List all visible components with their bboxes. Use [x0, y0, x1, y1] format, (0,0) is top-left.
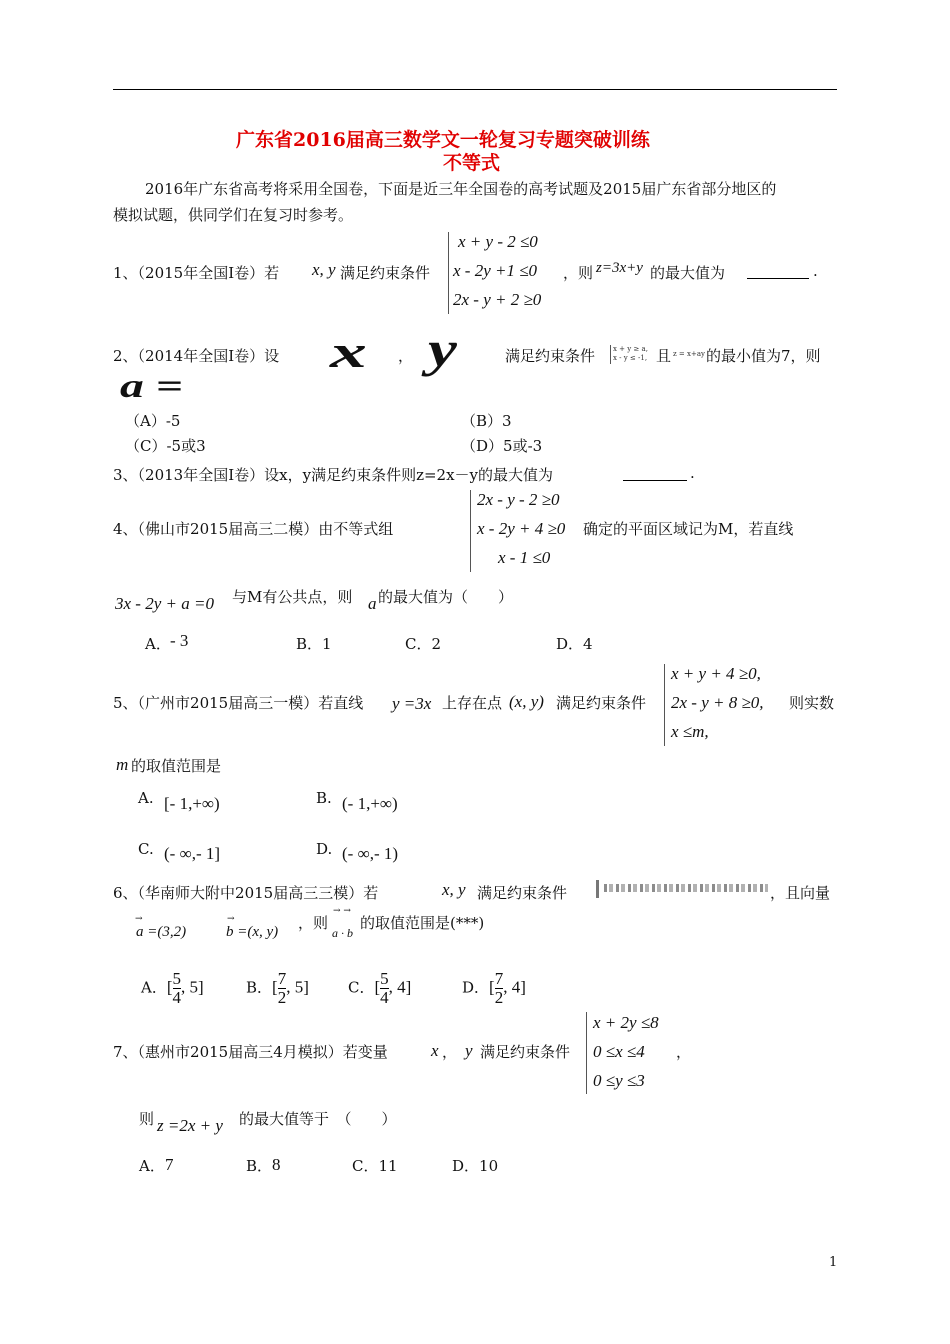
q1-suffix-1: ，则 [563, 264, 594, 282]
q6-tail: ，且向量 [770, 884, 831, 902]
q5-cond-1: x + y + 4 ≥0, [671, 664, 761, 683]
q5-cond-2: 2x - y + 8 ≥0, [671, 693, 764, 712]
q7-then: 则 [139, 1110, 155, 1128]
q4-cond-3: x - 1 ≤0 [498, 548, 551, 567]
q2-qie: 且 [656, 347, 672, 365]
q2-comma: ， [398, 347, 414, 365]
q5-option-a-label: A. [138, 789, 154, 807]
q6-option-d-tail: , 4] [503, 977, 526, 997]
q2-prefix: 2、（2014年全国Ⅰ卷）设 [113, 347, 280, 365]
q7-y: y [465, 1041, 473, 1060]
q1-end: . [813, 262, 818, 280]
q6-option-a [141, 970, 204, 1007]
q5-point: (x, y) [509, 692, 544, 711]
q5-mid-2: 满足约束条件 [556, 694, 647, 712]
q5-option-b-label: B. [316, 789, 332, 807]
q6-brace [596, 880, 599, 898]
q6-vec-b-arrow: → [227, 914, 235, 924]
q4-option-b: B．1 [296, 635, 332, 653]
q7-option-b-value: 8 [272, 1155, 281, 1174]
q2-brace [610, 345, 611, 364]
q7-mid: 满足约束条件 [480, 1043, 571, 1061]
q2-tail: 的最小值为7，则 [706, 347, 821, 365]
q6-option-b [246, 970, 309, 1007]
q6-option-c [348, 970, 411, 1007]
q2-option-b: （B）3 [461, 412, 512, 430]
page-subtitle: 不等式 [443, 152, 501, 174]
q3-end: . [690, 464, 695, 482]
q4-line: 3x - 2y + a =0 [115, 594, 214, 613]
q5-line-2: 的取值范围是 [131, 757, 222, 775]
q6-option-a-label: A． [141, 978, 167, 997]
q2-option-a: （A）-5 [125, 412, 181, 430]
q3-text: 3、（2013年全国Ⅰ卷）设x，y满足约束条件则z=2x－y的最大值为 [113, 466, 554, 484]
q7-cond-3: 0 ≤y ≤3 [593, 1071, 645, 1090]
q1-cond-1: x + y - 2 ≤0 [458, 232, 538, 251]
q6-option-b-tail: , 5] [286, 977, 309, 997]
q6-option-a-fraction [173, 970, 182, 1007]
q1-answer-blank [747, 262, 809, 279]
intro-line-2: 模拟试题，供同学们在复习时参考。 [113, 206, 354, 224]
q7-option-a-value: 7 [165, 1155, 174, 1174]
q1-brace [448, 232, 449, 314]
q6-range: 的取值范围是(***) [360, 914, 485, 932]
q5-m: m [116, 755, 129, 774]
q6-option-d [462, 970, 526, 1007]
q2-cond-small-2: x - y ≤ -1, [613, 354, 648, 362]
q5-cond-3: x ≤m, [671, 722, 709, 741]
q1-vars: x, y [312, 260, 336, 279]
q7-option-a-label: A． [139, 1157, 165, 1175]
q6-option-b-bracket: [ [272, 977, 278, 997]
q6-option-a-denominator: 4 [172, 988, 182, 1007]
q3-answer-blank [623, 464, 687, 481]
q6-vec-a-arrow: → [135, 914, 143, 924]
q1-cond-2: x - 2y +1 ≤0 [453, 261, 538, 280]
q4-option-a-value: - 3 [170, 631, 189, 650]
q5-prefix: 5、（广州市2015届高三一模）若直线 [113, 694, 364, 712]
q1-mid: 满足约束条件 [340, 264, 431, 282]
q2-objective-small: z = x+ay [673, 350, 705, 358]
q7-option-d: D．10 [452, 1157, 499, 1175]
q6-option-a-bracket: [ [166, 977, 173, 997]
q5-brace [664, 664, 665, 746]
q7-comma: ， [442, 1043, 458, 1061]
q2-option-d: （D）5或-3 [461, 437, 543, 455]
q5-option-d-value: (- ∞,- 1) [342, 844, 399, 863]
q5-option-c-label: C. [138, 840, 154, 858]
q6-mid: 满足约束条件 [477, 884, 568, 902]
q4-option-d: D．4 [556, 635, 593, 653]
q6-vector-a: a =(3,2) [136, 924, 187, 940]
q6-option-d-fraction [495, 970, 504, 1007]
q6-option-c-label: C． [348, 978, 375, 997]
q7-trail: ， [676, 1043, 692, 1061]
q1-objective: z=3x+y [596, 260, 643, 276]
q6-option-d-denominator: 2 [494, 988, 504, 1007]
intro-line-1: 2016年广东省高考将采用全国卷，下面是近三年全国卷的高考试题及2015届广东省部分地区的 [145, 180, 777, 198]
q6-option-a-tail: , 5] [181, 977, 204, 997]
q6-option-c-bracket: [ [374, 977, 381, 997]
q4-prefix: 4、（佛山市2015届高三二模）由不等式组 [113, 520, 394, 538]
q6-option-b-fraction [278, 970, 287, 1007]
q2-cond-small-1: x + y ≥ a, [613, 345, 648, 353]
q5-option-b-value: (- 1,+∞) [342, 794, 398, 813]
q2-a-equals: a = [120, 368, 183, 405]
q4-tail: 的最大值为（ ） [378, 588, 514, 606]
q7-objective: z =2x + y [157, 1116, 223, 1135]
q6-vector-b: b =(x, y) [226, 924, 279, 940]
q4-cond-1: 2x - y - 2 ≥0 [477, 490, 560, 509]
q6-option-b-numerator: 7 [277, 969, 287, 988]
page-number: 1 [829, 1255, 838, 1270]
q7-x: x [431, 1041, 439, 1060]
q6-vars: x, y [442, 880, 466, 899]
q6-option-c-numerator: 5 [380, 969, 389, 988]
q6-option-a-numerator: 5 [172, 969, 182, 988]
q6-option-b-label: B． [246, 978, 273, 997]
q7-tail: 的最大值等于 （ ） [239, 1110, 397, 1128]
q6-option-c-denominator: 4 [380, 988, 389, 1007]
q1-prefix: 1、（2015年全国Ⅰ卷）若 [113, 264, 280, 282]
q6-option-c-tail: , 4] [388, 977, 412, 997]
q5-option-c-value: (- ∞,- 1] [164, 844, 221, 863]
q4-cond-2: x - 2y + 4 ≥0 [477, 519, 566, 538]
q6-dot-product: a · b [332, 926, 353, 940]
q1-cond-3: 2x - y + 2 ≥0 [453, 290, 542, 309]
q4-mid: 与M有公共点，则 [232, 588, 353, 606]
q5-mid: 上存在点 [442, 694, 503, 712]
q5-tail: 则实数 [789, 694, 835, 712]
q6-option-d-numerator: 7 [494, 969, 504, 988]
q7-prefix: 7、（惠州市2015届高三4月模拟）若变量 [113, 1043, 388, 1061]
q5-line: y =3x [392, 694, 432, 713]
q6-garbled-constraints-image [604, 884, 768, 892]
q7-cond-1: x + 2y ≤8 [593, 1013, 659, 1032]
q2-y-large: y [428, 321, 457, 377]
q6-then: ，则 [298, 914, 329, 932]
q4-a: a [368, 594, 377, 613]
q6-dot-arrows: → → [333, 906, 351, 916]
q6-prefix: 6、（华南师大附中2015届高三三模）若 [113, 884, 379, 902]
q4-suffix: 确定的平面区域记为M，若直线 [583, 520, 794, 538]
q6-option-c-fraction [380, 970, 389, 1007]
q4-option-a-label: A． [145, 635, 171, 653]
q2-mid: 满足约束条件 [505, 347, 596, 365]
q6-option-b-denominator: 2 [277, 988, 287, 1007]
q7-cond-2: 0 ≤x ≤4 [593, 1042, 645, 1061]
q2-x-large: x [330, 326, 367, 377]
q1-suffix-2: 的最大值为 [650, 264, 726, 282]
q5-option-a-value: [- 1,+∞) [164, 794, 220, 813]
q4-option-c: C．2 [405, 635, 442, 653]
header-rule [113, 89, 837, 90]
page-title: 广东省2016届高三数学文一轮复习专题突破训练 [236, 129, 650, 151]
q6-option-d-label: D． [462, 978, 490, 997]
q4-brace [470, 490, 471, 572]
q2-option-c: （C）-5或3 [125, 437, 206, 455]
q7-brace [586, 1012, 587, 1094]
q7-option-b-label: B． [246, 1157, 273, 1175]
q7-option-c: C．11 [352, 1157, 398, 1175]
q5-option-d-label: D. [316, 840, 333, 858]
q6-option-d-bracket: [ [489, 977, 495, 997]
